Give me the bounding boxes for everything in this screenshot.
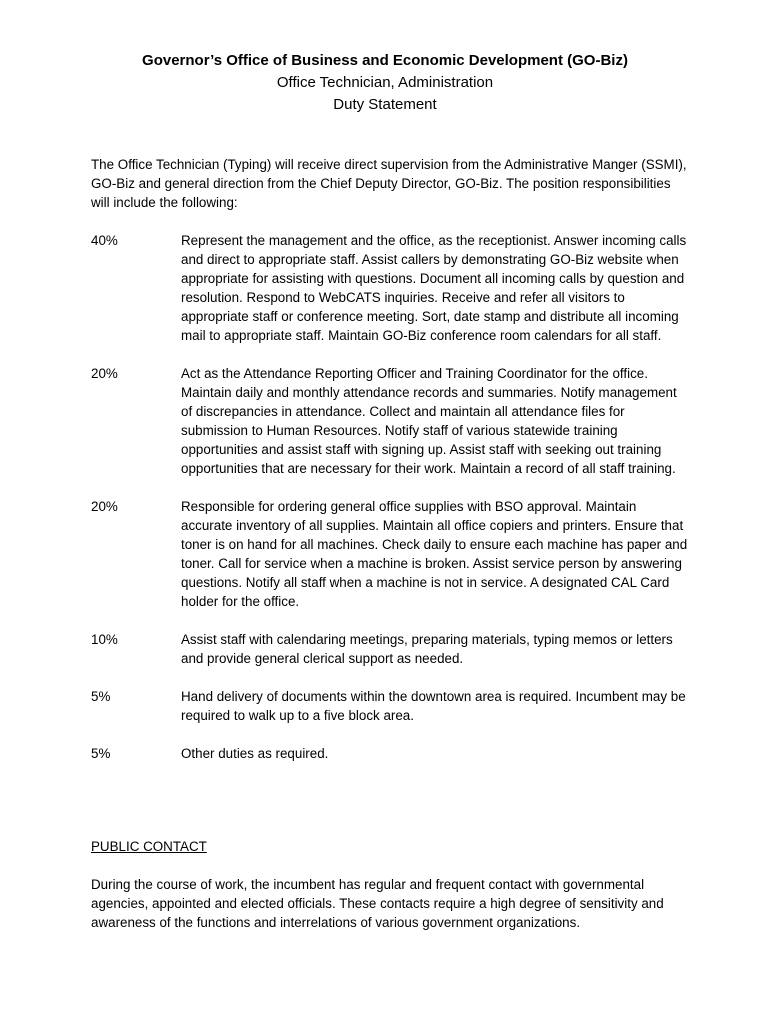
organization-title: Governor’s Office of Business and Economic Development (GO-Biz) — [142, 52, 628, 69]
duty-description: Act as the Attendance Reporting Officer and Training Coordinator for the office. Maintain daily and monthly attendance records and summaries. Notify management of discrepancies in attendance. Collect and maintain all attendance files for submission to Human Resources. Notify staff of various statewide training opportunities and assist staff with signing up. Assist staff with seeking out training opportunities that are necessary for their work. Maintain a record of all staff training. — [181, 366, 677, 476]
public-contact-paragraph: During the course of work, the incumbent has regular and frequent contact with governmental agencies, appointed and elected officials. These contacts require a high degree of sensitivity and awareness of the functions and interrelations of various government organizations. — [91, 877, 664, 930]
duty-item — [91, 497, 691, 611]
duty-item — [91, 744, 691, 763]
intro-paragraph: The Office Technician (Typing) will receive direct supervision from the Administrative Manger (SSMI), GO-Biz and general direction from the Chief Deputy Director, GO-Biz. The position responsibilities will include the following: — [91, 157, 687, 210]
duty-percent: 5% — [91, 746, 111, 761]
duty-percent: 40% — [91, 233, 118, 248]
duty-item — [91, 630, 691, 668]
duty-description: Represent the management and the office, as the receptionist. Answer incoming calls and direct to appropriate staff. Assist callers by demonstrating GO-Biz website when appropriate for assisting with questions. Document all incoming calls by question and resolution. Respond to WebCATS inquiries. Receive and refer all visitors to appropriate staff or conference meeting. Sort, date stamp and distribute all incoming mail to appropriate staff. Maintain GO-Biz conference room calendars for all staff. — [181, 233, 687, 343]
duty-percent: 20% — [91, 366, 118, 381]
duty-item — [91, 364, 691, 478]
duty-percent: 10% — [91, 632, 118, 647]
public-contact-heading: PUBLIC CONTACT — [91, 839, 207, 854]
duty-description: Other duties as required. — [181, 746, 329, 761]
position-title: Office Technician, Administration — [276, 74, 494, 91]
duty-description: Assist staff with calendaring meetings, preparing materials, typing memos or letters and provide general clerical support as needed. — [181, 632, 673, 666]
document-type: Duty Statement — [333, 96, 437, 113]
document-header — [0, 50, 770, 116]
duty-item — [91, 231, 691, 345]
duty-description: Responsible for ordering general office supplies with BSO approval. Maintain accurate inventory of all supplies. Maintain all office copiers and printers. Ensure that toner is on hand for all machines. Check daily to ensure each machine has paper and toner. Call for service when a machine is broken. Assist service person by answering questions. Notify all staff when a machine is not in service. A designated CAL Card holder for the office. — [181, 499, 688, 609]
duty-percent: 5% — [91, 689, 111, 704]
duty-description: Hand delivery of documents within the downtown area is required. Incumbent may be required to walk up to a five block area. — [181, 689, 686, 723]
duties-list — [91, 231, 691, 782]
duty-percent: 20% — [91, 499, 118, 514]
duty-item — [91, 687, 691, 725]
